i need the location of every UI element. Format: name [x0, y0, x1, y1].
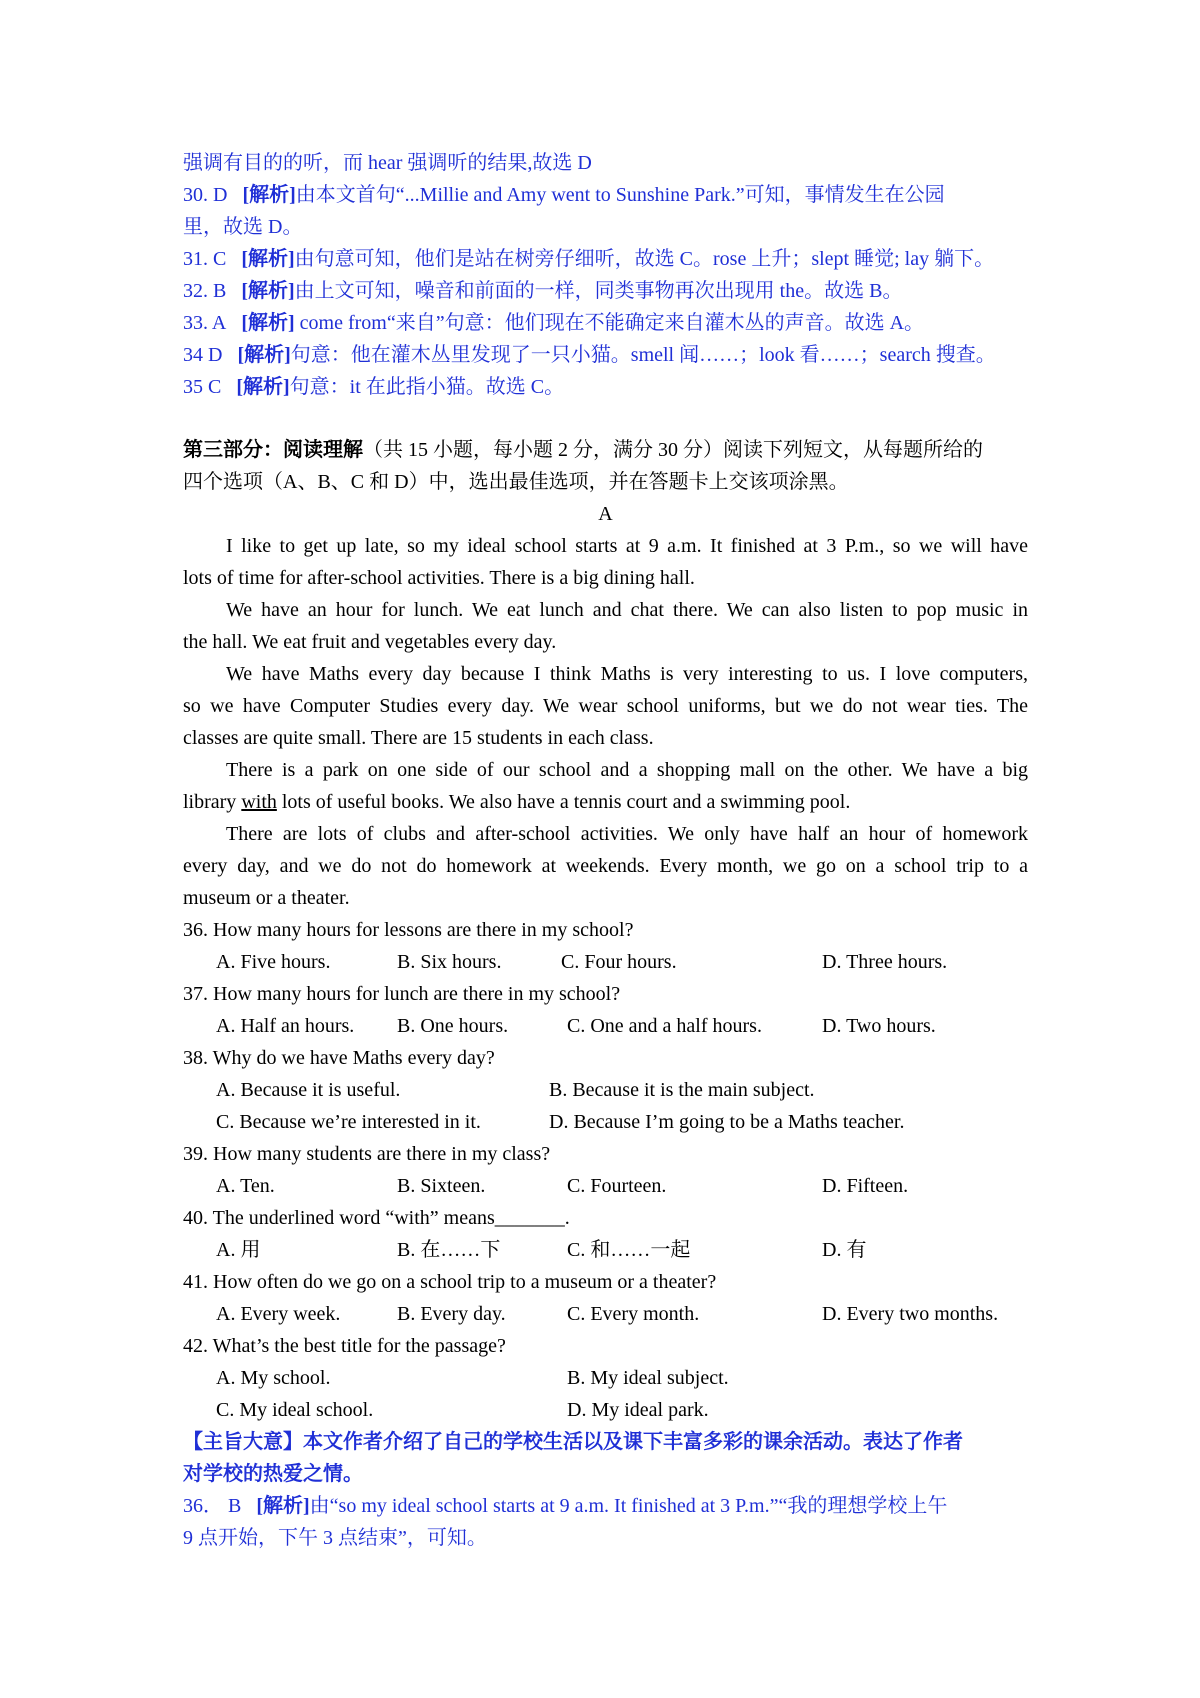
option-d[interactable]: D. Because I’m going to be a Maths teacher.: [549, 1111, 905, 1133]
answer-text: come from“来自”句意：他们现在不能确定来自灌木丛的声音。故选 A。: [299, 312, 925, 334]
option-c[interactable]: C. One and a half hours.: [567, 1015, 762, 1037]
summary-text: 对学校的热爱之情。: [183, 1463, 363, 1485]
option-d[interactable]: D. Every two months.: [822, 1303, 999, 1325]
answer-33: [183, 307, 1028, 339]
answer-36-continuation: [183, 1522, 1028, 1554]
passage-text: We have Maths every day because I think Maths is very interesting to us. I love computers,: [226, 663, 1028, 685]
question-40: [183, 1202, 1028, 1234]
passage-paragraph-5: [183, 818, 1028, 850]
analysis-tag: [解析]: [242, 184, 296, 206]
passage-text: library: [183, 791, 242, 813]
option-a[interactable]: A. My school.: [216, 1367, 331, 1389]
answer-number: 36． B: [183, 1495, 242, 1517]
passage-paragraph-3-line-2: [183, 690, 1028, 722]
option-b[interactable]: B. One hours.: [397, 1015, 509, 1037]
answer-32: [183, 275, 1028, 307]
passage-text: every day, and we do not do homework at weekends. Every month, we go on a school trip to a: [183, 855, 1028, 877]
passage-text: so we have Computer Studies every day. We wear school uniforms, but we do not wear ties. The: [183, 695, 1028, 717]
option-a[interactable]: A. Half an hours.: [216, 1015, 355, 1037]
answer-text: 句意：他在灌木丛里发现了一只小猫。smell 闻……；look 看……；search 搜查。: [290, 344, 996, 366]
answer-number: 35 C: [183, 376, 222, 398]
answer-number: 31. C: [183, 248, 227, 270]
question-text: 38. Why do we have Maths every day?: [183, 1047, 495, 1069]
section-description: 四个选项（A、B、C 和 D）中，选出最佳选项，并在答题卡上交该项涂黑。: [183, 471, 849, 493]
option-c[interactable]: C. Every month.: [567, 1303, 700, 1325]
answer-number: 30. D: [183, 184, 228, 206]
analysis-tag: [解析]: [241, 312, 295, 334]
passage-text: classes are quite small. There are 15 students in each class.: [183, 727, 654, 749]
option-a[interactable]: A. Every week.: [216, 1303, 341, 1325]
option-b[interactable]: B. My ideal subject.: [567, 1367, 729, 1389]
option-b[interactable]: B. 在……下: [397, 1239, 501, 1261]
section-heading: [183, 434, 1028, 466]
option-d[interactable]: D. 有: [822, 1239, 867, 1261]
answer-35: [183, 371, 1028, 403]
answer-34: [183, 339, 1028, 371]
answer-text: 由“so my ideal school starts at 9 a.m. It finished at 3 P.m.”“我的理想学校上午: [309, 1495, 948, 1517]
option-b[interactable]: B. Every day.: [397, 1303, 506, 1325]
answer-36: [183, 1490, 1028, 1522]
passage-text: lots of time for after-school activities. There is a big dining hall.: [183, 567, 695, 589]
section-heading-continuation: [183, 466, 1028, 498]
passage-paragraph-4: [183, 754, 1028, 786]
question-42: [183, 1330, 1028, 1362]
answer-30-continuation: [183, 211, 1028, 243]
passage-text: I like to get up late, so my ideal school starts at 9 a.m. It finished at 3 P.m., so we will have: [226, 535, 1028, 557]
answer-text: 由本文首句“...Millie and Amy went to Sunshine Park.”可知，事情发生在公园: [295, 184, 945, 206]
section-description: （共 15 小题，每小题 2 分，满分 30 分）阅读下列短文，从每题所给的: [363, 439, 983, 461]
question-text: 40. The underlined word “with” means_______.: [183, 1207, 570, 1229]
question-text: 42. What’s the best title for the passage?: [183, 1335, 506, 1357]
answer-text: 里，故选 D。: [183, 216, 303, 238]
question-36: [183, 914, 1028, 946]
answer-text: 强调有目的的听，而 hear 强调听的结果,故选 D: [183, 152, 592, 174]
option-d[interactable]: D. My ideal park.: [567, 1399, 709, 1421]
option-b[interactable]: B. Because it is the main subject.: [549, 1079, 815, 1101]
option-b[interactable]: B. Sixteen.: [397, 1175, 486, 1197]
question-text: 41. How often do we go on a school trip to a museum or a theater?: [183, 1271, 717, 1293]
answer-29-continuation: [183, 147, 1028, 179]
analysis-tag: [解析]: [241, 248, 295, 270]
summary-text: 【主旨大意】本文作者介绍了自己的学校生活以及课下丰富多彩的课余活动。表达了作者: [183, 1431, 963, 1453]
answer-text: 句意：it 在此指小猫。故选 C。: [289, 376, 565, 398]
option-a[interactable]: A. 用: [216, 1239, 261, 1261]
option-c[interactable]: C. Four hours.: [561, 951, 677, 973]
passage-text: There are lots of clubs and after-school activities. We only have half an hour of homework: [226, 823, 1028, 845]
passage-paragraph-3-line-3: [183, 722, 1028, 754]
answer-number: 32. B: [183, 280, 227, 302]
question-37: [183, 978, 1028, 1010]
passage-paragraph-1-line-2: [183, 562, 1028, 594]
option-a[interactable]: A. Five hours.: [216, 951, 331, 973]
question-38: [183, 1042, 1028, 1074]
question-text: 37. How many hours for lunch are there in my school?: [183, 983, 621, 1005]
answer-30: [183, 179, 1028, 211]
answer-text: 9 点开始，下午 3 点结束”，可知。: [183, 1527, 487, 1549]
analysis-tag: [解析]: [236, 376, 290, 398]
option-c[interactable]: C. Fourteen.: [567, 1175, 667, 1197]
passage-letter: A: [598, 503, 613, 525]
option-a[interactable]: A. Ten.: [216, 1175, 275, 1197]
analysis-tag: [解析]: [241, 280, 295, 302]
answer-31: [183, 243, 1028, 275]
passage-label: [183, 498, 1028, 530]
question-41: [183, 1266, 1028, 1298]
question-text: 36. How many hours for lessons are there in my school?: [183, 919, 634, 941]
option-a[interactable]: A. Because it is useful.: [216, 1079, 401, 1101]
summary: [183, 1426, 1028, 1458]
answer-number: 34 D: [183, 344, 223, 366]
underlined-word: with: [241, 791, 277, 813]
passage-paragraph-2-line-2: [183, 626, 1028, 658]
option-d[interactable]: D. Two hours.: [822, 1015, 936, 1037]
summary-continuation: [183, 1458, 1028, 1490]
option-c[interactable]: C. Because we’re interested in it.: [216, 1111, 481, 1133]
question-39: [183, 1138, 1028, 1170]
answer-text: 由上文可知，噪音和前面的一样，同类事物再次出现用 the。故选 B。: [294, 280, 903, 302]
passage-paragraph-4-line-2: [183, 786, 1028, 818]
passage-paragraph-5-line-2: [183, 850, 1028, 882]
passage-text: There is a park on one side of our school and a shopping mall on the other. We have a big: [226, 759, 1028, 781]
option-d[interactable]: D. Fifteen.: [822, 1175, 909, 1197]
passage-paragraph-3: [183, 658, 1028, 690]
passage-text: museum or a theater.: [183, 887, 350, 909]
option-d[interactable]: D. Three hours.: [822, 951, 948, 973]
answer-text: 由句意可知，他们是站在树旁仔细听，故选 C。rose 上升；slept 睡觉; lay 躺下。: [294, 248, 995, 270]
option-b[interactable]: B. Six hours.: [397, 951, 502, 973]
passage-text: We have an hour for lunch. We eat lunch and chat there. We can also listen to pop music in: [226, 599, 1028, 621]
section-title: 第三部分：阅读理解: [183, 439, 363, 461]
passage-paragraph-1: [183, 530, 1028, 562]
answer-number: 33. A: [183, 312, 227, 334]
option-c[interactable]: C. 和……一起: [567, 1239, 691, 1261]
analysis-tag: [解析]: [237, 344, 291, 366]
passage-text: the hall. We eat fruit and vegetables every day.: [183, 631, 557, 653]
analysis-tag: [解析]: [256, 1495, 310, 1517]
passage-text: lots of useful books. We also have a tennis court and a swimming pool.: [276, 791, 851, 813]
question-text: 39. How many students are there in my class?: [183, 1143, 551, 1165]
option-c[interactable]: C. My ideal school.: [216, 1399, 374, 1421]
passage-paragraph-5-line-3: [183, 882, 1028, 914]
passage-paragraph-2: [183, 594, 1028, 626]
